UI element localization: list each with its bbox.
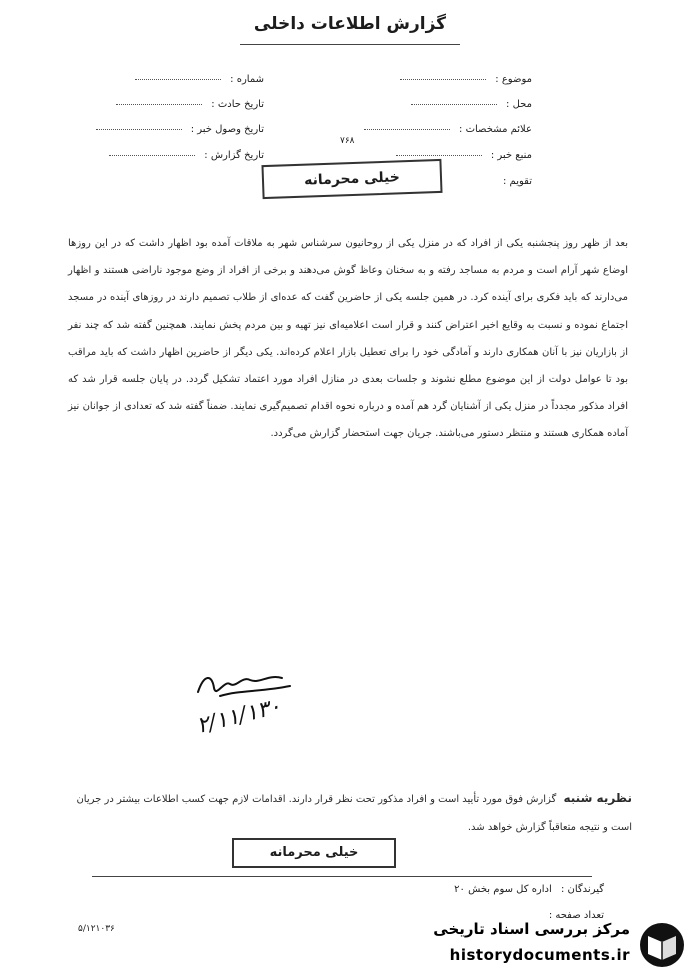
header-label: تقویم (509, 176, 532, 187)
header-value (396, 155, 482, 156)
header-value (109, 155, 195, 156)
header-label: تاریخ حادث (217, 99, 264, 110)
watermark-title: مرکز بررسی اسناد تاریخی (433, 920, 630, 938)
header-value (364, 129, 450, 130)
header-label: تاریخ وصول خبر (197, 124, 264, 135)
header-label: علائم مشخصات (465, 124, 532, 135)
header-field-receipt-date: تاریخ وصول خبر : (96, 124, 264, 135)
archive-watermark (418, 918, 694, 972)
header-field-signs: علائم مشخصات : (364, 124, 532, 135)
signature-date: ۲/۱۱/۱۳۰ (194, 694, 284, 739)
header-label: شماره (236, 74, 264, 85)
book-logo-icon (636, 920, 688, 970)
header-field-report-date: تاریخ گزارش : (109, 150, 264, 161)
page-count-label: تعداد صفحه : (548, 910, 604, 921)
opinion-section (72, 784, 632, 842)
recipients-field (454, 884, 604, 895)
header-value (400, 79, 486, 80)
header-value (96, 129, 182, 130)
opinion-label: نظریه شنبه (563, 791, 632, 805)
classification-stamp-top: خیلی محرمانه (261, 159, 442, 199)
header-field-subject: موضوع : (400, 74, 532, 85)
recipients-label: گیرندگان : (560, 884, 604, 895)
document-number: ۵/۱۲۱۰۳۶ (78, 924, 115, 934)
header-label: تاریخ گزارش (210, 150, 264, 161)
header-field-place: محل : (411, 99, 532, 110)
classification-stamp-bottom: خیلی محرمانه (232, 838, 396, 868)
header-field-source: منبع خبر : (396, 150, 532, 161)
header-label: منبع خبر (497, 150, 532, 161)
header-field-event-date: تاریخ حادث : (116, 99, 264, 110)
header-value (411, 104, 497, 105)
header-label: موضوع (501, 74, 532, 85)
recipients-value: اداره کل سوم بخش ۲۰ (454, 884, 552, 895)
header-value (135, 79, 221, 80)
report-body: بعد از ظهر روز پنجشنبه یکی از افراد که در منزل یکی از روحانیون سرشناس شهر به ملاقات آمده بود اظهار داشت که در این روزها اوضاع شهر آرام است و مردم به مساجد رفته و به سخنان وعاظ گوش می‌دهند و برخی از افراد از وضع موجود ناراضی هستند و اظهار می‌دارند که باید فکری برای آینده کرد. در همین جلسه یکی از حاضرین گفت که عده‌ای از طلاب تصمیم دارند در روزهای آینده در مسجد اجتماع نموده و نسبت به وقایع اخیر اعتراض کنند و قرار است اعلامیه‌ای نیز تهیه و بین مردم پخش نمایند. همچنین گفته شد که چند نفر از بازاریان نیز با آنان همکاری دارند و آمادگی خود را برای تعطیل بازار اعلام کرده‌اند. یکی دیگر از حاضرین اظهار داشت که باید مراقب بود تا عوامل دولت از این موضوع مطلع نشوند و جلسات بعدی در منازل افراد مورد اعتماد تشکیل گردد. در پایان جلسه قرار شد که افراد مذکور مجدداً در منزل یکی از آشنایان گرد هم آمده و درباره نحوه اقدام تصمیم‌گیری نمایند. ضمناً گفته شد که تعدادی از جوانان نیز آماده همکاری هستند و منتظر دستور می‌باشند. جریان جهت استحضار گزارش می‌گردد. (68, 238, 628, 440)
header-field-number: شماره : (135, 74, 264, 85)
page-title: گزارش اطلاعات داخلی (253, 14, 447, 34)
opinion-text: گزارش فوق مورد تأیید است و افراد مذکور تحت نظر قرار دارند. اقدامات لازم جهت کسب اطلاعات بیشتر در جریان است و نتیجه متعاقباً گزارش خواهد شد. (76, 794, 632, 833)
footer-divider (92, 876, 592, 877)
header-label: محل (512, 99, 532, 110)
header-value (116, 104, 202, 105)
title-underline (240, 44, 460, 45)
header-field-calendar: تقویم : (502, 176, 532, 187)
watermark-url: historydocuments.ir (449, 946, 630, 964)
stamp-reference-number: ۷۶۸ (340, 136, 355, 146)
